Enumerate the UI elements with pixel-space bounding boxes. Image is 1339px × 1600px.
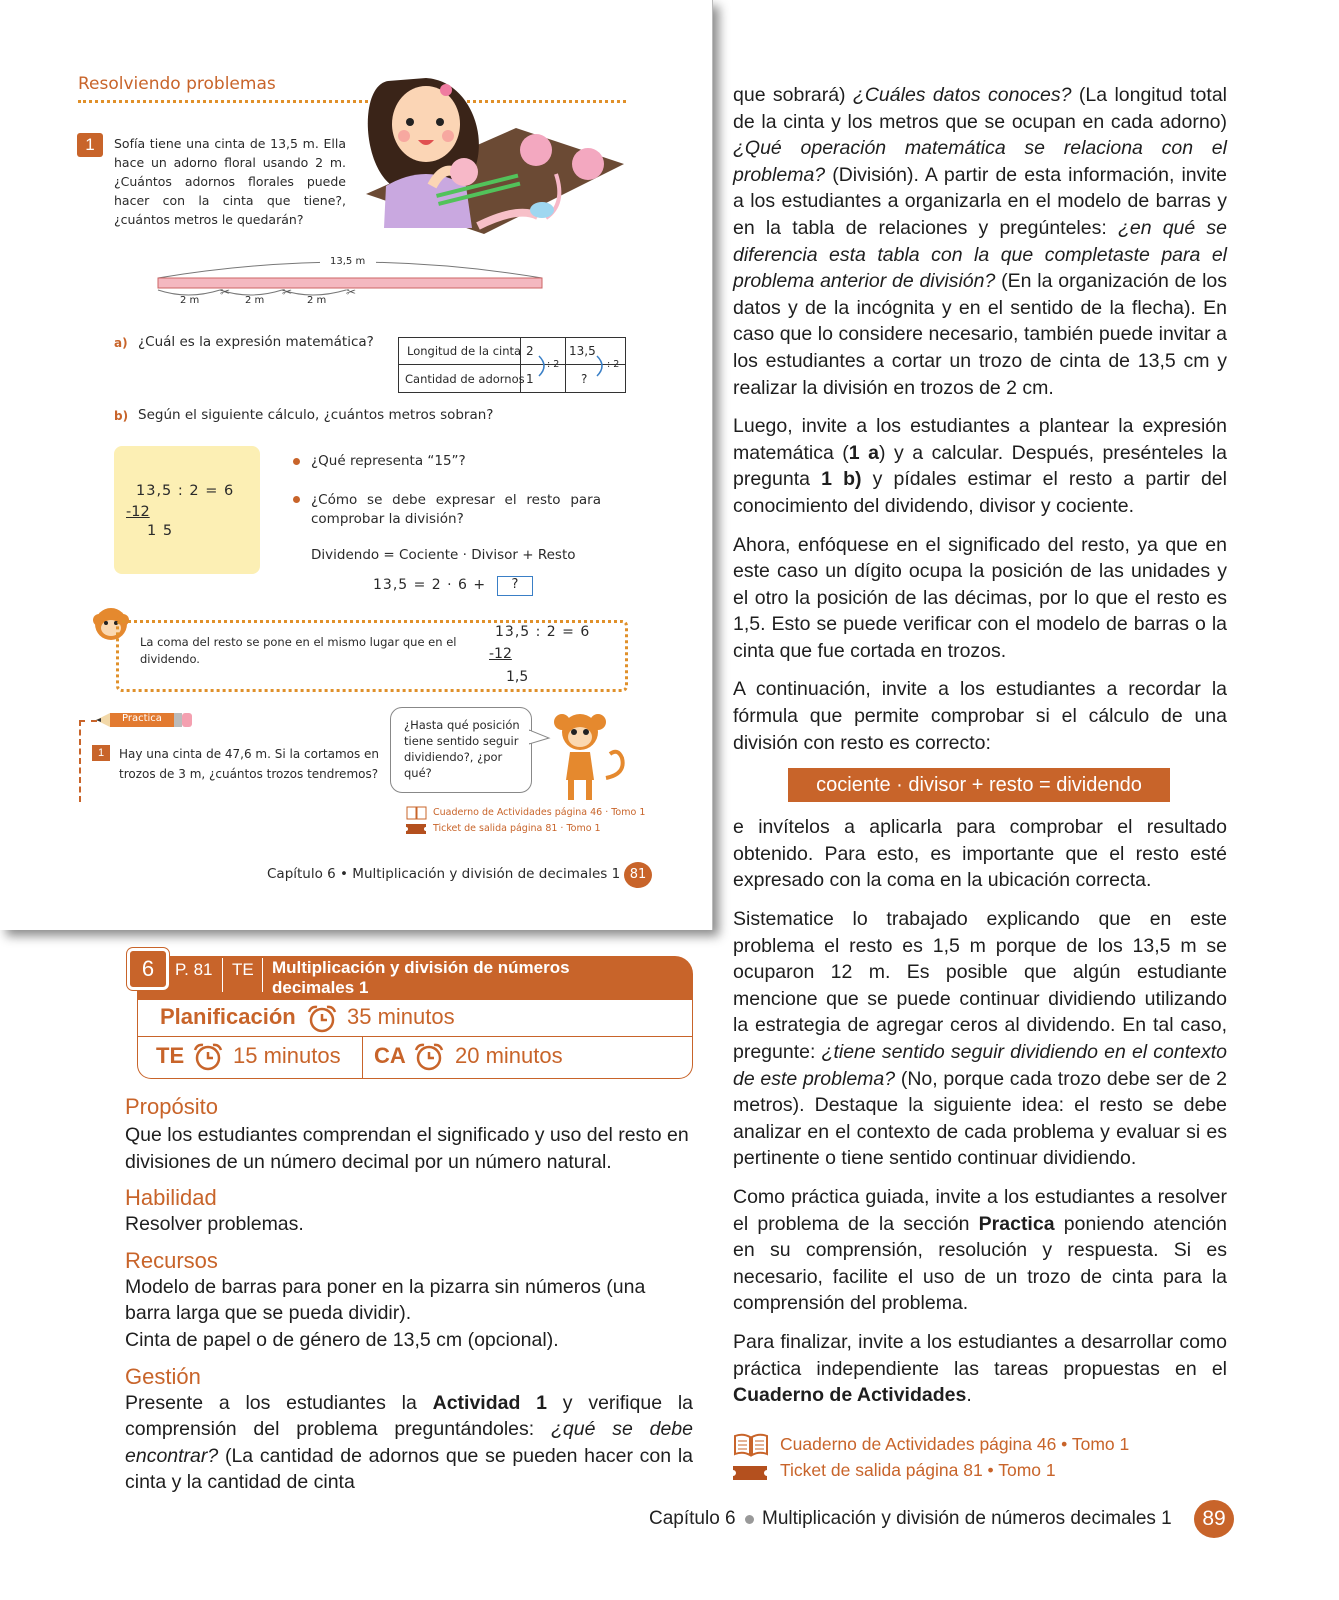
girl-illustration	[366, 76, 626, 236]
svg-text:✂: ✂	[282, 285, 293, 299]
footer-bullet	[745, 1515, 754, 1524]
tip-calc-line-2: -12	[489, 646, 512, 662]
table-row1-label: Longitud de la cinta	[407, 344, 522, 358]
lesson-title	[272, 958, 570, 998]
ref-notebook: Cuaderno de Actividades página 46 • Tomo 1	[780, 1434, 1130, 1454]
problem-text: Sofía tiene una cinta de 13,5 m. Ella hace un adorno floral usando 2 m. ¿Cuántos adornos florales puede hacer con la cinta que tiene?, ¿cuántos metros le quedarán?	[114, 136, 346, 227]
table-operation-left: : 2	[547, 359, 560, 370]
student-ref-ticket: Ticket de salida página 81 · Tomo 1	[433, 823, 601, 834]
question-b-label: b)	[114, 409, 129, 423]
ribbon-segment-label: 2 m	[180, 295, 200, 306]
practice-label: Practica	[122, 713, 162, 724]
alarm-clock-icon	[413, 1042, 445, 1072]
problem-number-badge: 1	[77, 133, 103, 157]
ca-label: CA	[374, 1043, 406, 1068]
ticket-icon	[406, 822, 428, 836]
alarm-clock-icon	[192, 1042, 224, 1072]
svg-text:✂: ✂	[346, 285, 357, 299]
lesson-te-label: TE	[232, 960, 254, 979]
book-icon	[406, 806, 428, 820]
speech-bubble-tail	[529, 728, 551, 748]
lesson-title-line-2: decimales 1	[272, 978, 369, 997]
book-icon	[733, 1433, 769, 1457]
ribbon-segment-label: 2 m	[307, 295, 327, 306]
skill-title: Habilidad	[125, 1185, 217, 1211]
formula-example: 13,5 = 2 · 6 +	[373, 577, 487, 593]
paragraph-2: Luego, invite a los estudiantes a plantear la expresión matemática (1 a) y a calcular. Después, presénteles la pregunta 1 b) y pídales estimar el resto a partir del conocimiento del dividendo, divisor y cociente.	[733, 415, 1227, 517]
ticket-icon	[733, 1462, 769, 1484]
te-time: 15 minutos	[233, 1043, 341, 1068]
management-title: Gestión	[125, 1363, 201, 1389]
student-footer: Capítulo 6 • Multiplicación y división de decimales 1	[267, 866, 621, 882]
table-row2-value2: ?	[581, 372, 588, 386]
practice-text: Hay una cinta de 47,6 m. Si la cortamos en trozos de 3 m, ¿cuántos trozos tendremos?	[119, 747, 380, 781]
paragraph-7: Como práctica guiada, invite a los estudiantes a resolver el problema de la sección Practica poniendo atención en su comprensión, resolución y respuesta. Si es necesario, facilite el uso de un trozo de cinta para la comprensión del problema.	[733, 1185, 1227, 1315]
left-column	[125, 1094, 693, 1496]
planning-divider	[362, 1037, 363, 1079]
skill-text: Resolver problemas.	[125, 1213, 304, 1236]
ribbon-segment-label: 2 m	[245, 295, 265, 306]
footer-title: Multiplicación y división de números decimales 1	[762, 1508, 1172, 1529]
paragraph-3: Ahora, enfóquese en el significado del resto, ya que en este caso un dígito ocupa la posición de las unidades y el otro la posición de las décimas, por lo que el resto es 1,5. Esto se puede verificar con el modelo de barras o la cinta que fue cortada en trozos.	[733, 533, 1227, 662]
speech-bubble-text: ¿Hasta qué posición tiene sentido seguir dividiendo?, ¿por qué?	[404, 718, 520, 780]
bullet-1-text: ¿Qué representa “15”?	[311, 453, 466, 469]
bullet-dot	[293, 496, 300, 503]
monkey-mascot	[552, 708, 628, 804]
paragraph-8: Para finalizar, invite a los estudiantes a desarrollar como práctica independiente las tareas propuestas en el Cuaderno de Actividades.	[733, 1330, 1227, 1407]
paragraph-5: e invítelos a aplicarla para comprobar el resultado obtenido. Para esto, es importante que el resto esté expresado con la coma en la ubicación correcta.	[733, 816, 1227, 892]
page-number: 89	[1194, 1500, 1234, 1538]
relations-table	[398, 337, 626, 393]
planning-label: Planificación	[160, 1004, 296, 1029]
question-a-text: ¿Cuál es la expresión matemática?	[138, 334, 374, 350]
resources-text-1: Modelo de barras para poner en la pizarra sin números (una barra larga que se pueda dividir).	[125, 1275, 646, 1325]
table-row1-value1: 2	[526, 344, 534, 358]
lesson-title-line-1: Multiplicación y división de números	[272, 958, 570, 977]
alarm-clock-icon	[306, 1004, 338, 1034]
paragraph-1: que sobrará) ¿Cuáles datos conoces? (La longitud total de la cinta y los metros que se ocupan en cada adorno) ¿Qué operación matemática se relaciona con el problema? (División). A partir de esta información, invite a los estudiantes a organizarla en el modelo de barras y en la tabla de relaciones y pregúnteles: ¿en qué se diferencia esta tabla con la que completaste para el problema anterior de división? (En la organización de los datos y de la incógnita y en el sentido de la flecha). En caso que lo considere necesario, también puede invitar a los estudiantes a cortar un trozo de cinta de 13,5 cm y realizar la división en trozos de 2 cm.	[733, 84, 1227, 399]
calc-line-3: 1 5	[147, 523, 174, 539]
planning-time: 35 minutos	[347, 1004, 455, 1029]
student-page-inset	[0, 0, 713, 930]
purpose-text: Que los estudiantes comprendan el significado y uso del resto en divisiones de un número decimal por un número natural.	[125, 1124, 689, 1173]
footer-chapter: Capítulo 6	[649, 1508, 736, 1529]
formula-box: cociente · divisor + resto = dividendo	[788, 768, 1170, 802]
table-row2-value1: 1	[526, 372, 534, 386]
tip-calc-line-1: 13,5 : 2 = 6	[495, 624, 591, 640]
lesson-page-ref: P. 81	[175, 960, 213, 979]
formula-text: Dividendo = Cociente · Divisor + Resto	[311, 547, 576, 563]
tip-calc-line-3: 1,5	[506, 669, 529, 685]
header-divider	[262, 958, 263, 992]
bullet-2-text: ¿Cómo se debe expresar el resto para comprobar la división?	[311, 492, 601, 527]
paragraph-6: Sistematice lo trabajado explicando que en este problema el resto es 1,5 m porque de los 13,5 m se ocuparon 12 m. Es posible que algún estudiante mencione que se puede continuar dividiendo utilizando la estrategia de agregar ceros al dividendo. En tal caso, pregunte: ¿tiene sentido seguir dividiendo en el contexto de este problema? (No, porque cada trozo debe ser de 2 metros). Destaque la siguiente idea: el resto se debe analizar en el contexto de cada problema y evaluar si es pertinente o tiene sentido continuar dividiendo.	[733, 908, 1227, 1170]
te-label: TE	[156, 1043, 185, 1068]
resources-text-2: Cinta de papel o de género de 13,5 cm (opcional).	[125, 1328, 559, 1351]
resources-title: Recursos	[125, 1247, 218, 1273]
ref-ticket: Ticket de salida página 81 • Tomo 1	[780, 1460, 1056, 1480]
ca-time: 20 minutos	[455, 1043, 563, 1068]
calc-line-1: 13,5 : 2 = 6	[136, 483, 235, 499]
calc-line-2: -12	[126, 504, 150, 520]
student-page-number: 81	[624, 862, 652, 888]
practice-bracket	[79, 720, 97, 722]
practice-number-badge: 1	[92, 745, 110, 761]
planning-divider	[137, 1036, 693, 1037]
formula-blank: ?	[497, 576, 533, 596]
student-ref-notebook: Cuaderno de Actividades página 46 · Tomo 1	[433, 807, 646, 818]
question-a-label: a)	[114, 336, 128, 350]
section-title: Resolviendo problemas	[78, 74, 276, 94]
paragraph-4: A continuación, invite a los estudiantes a recordar la fórmula que permite comprobar si el cálculo de una división con resto es correcto:	[733, 678, 1227, 754]
bullet-dot	[293, 458, 300, 465]
right-column	[733, 82, 1227, 1421]
table-row1-value2: 13,5	[569, 344, 596, 358]
tip-text: La coma del resto se pone en el mismo lugar que en el dividendo.	[140, 635, 457, 666]
ribbon-total-label: 13,5 m	[330, 256, 366, 267]
management-text: Presente a los estudiantes la Actividad 1 y verifique la comprensión del problema preguntándoles: ¿qué se debe encontrar? (La cantidad de adornos que se pueden hacer con la cinta y la cantidad de cinta	[125, 1391, 693, 1494]
question-b-text: Según el siguiente cálculo, ¿cuántos metros sobran?	[138, 407, 494, 423]
practice-bracket	[79, 720, 81, 802]
svg-text:✂: ✂	[220, 285, 231, 299]
lesson-number-badge: 6	[127, 948, 169, 990]
table-operation-right: : 2	[607, 359, 620, 370]
table-row2-label: Cantidad de adornos	[405, 372, 525, 386]
purpose-title: Propósito	[125, 1094, 218, 1119]
header-divider	[222, 958, 223, 992]
